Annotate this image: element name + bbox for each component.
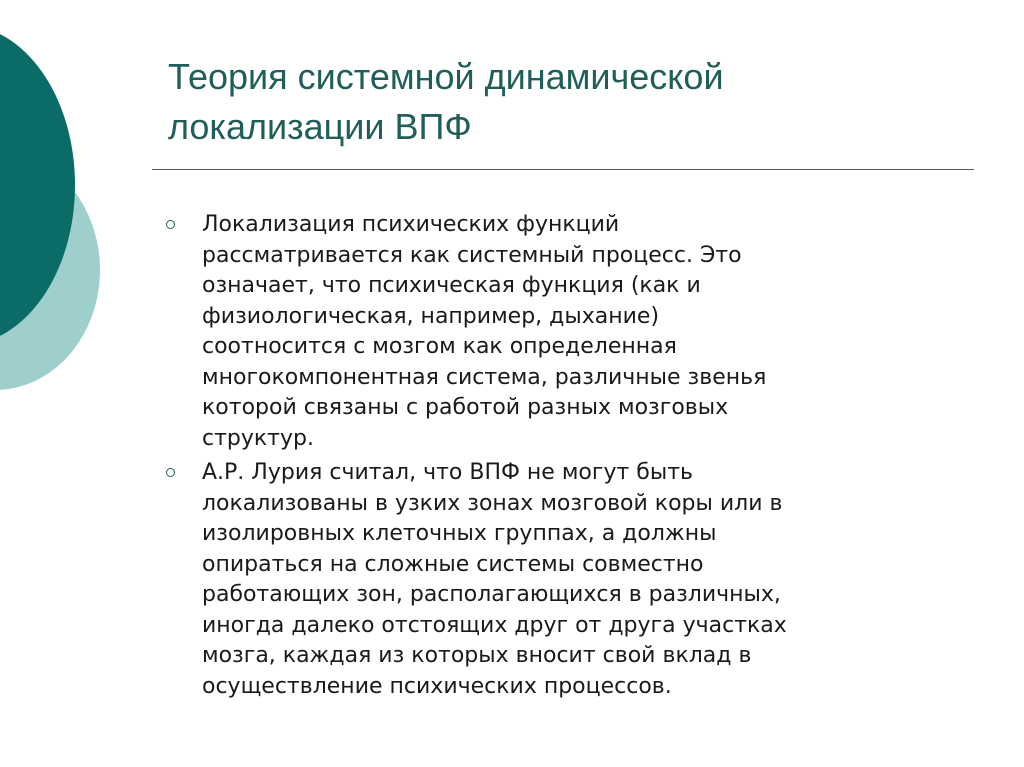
bullet-list [160,210,960,706]
hollow-circle-bullet-icon [166,468,175,477]
hollow-circle-bullet-icon [166,220,175,229]
slide-title: Теория системной динамической локализации ВПФ [168,56,724,147]
bullet-text: Локализация психических функций рассматривается как системный процесс. Это означает, что психическая функция (как и физиологическая, например, дыхание) соотносится с мозгом как определенная многокомпонентная система, различные звенья которой связаны с работой разных мозговых структур. [202,212,767,451]
title-divider [152,169,974,170]
bullet-item [160,458,960,702]
bullet-text: А.Р. Лурия считал, что ВПФ не могут быть локализованы в узких зонах мозговой коры или в изолировных клеточных группах, а должны опираться на сложные системы совместно работающих зон, располагающихся в различных, иногда далеко отстоящих друг от друга участках мозга, каждая из которых вносит свой вклад в осуществление психических процессов. [202,460,787,699]
bullet-item [160,210,960,454]
